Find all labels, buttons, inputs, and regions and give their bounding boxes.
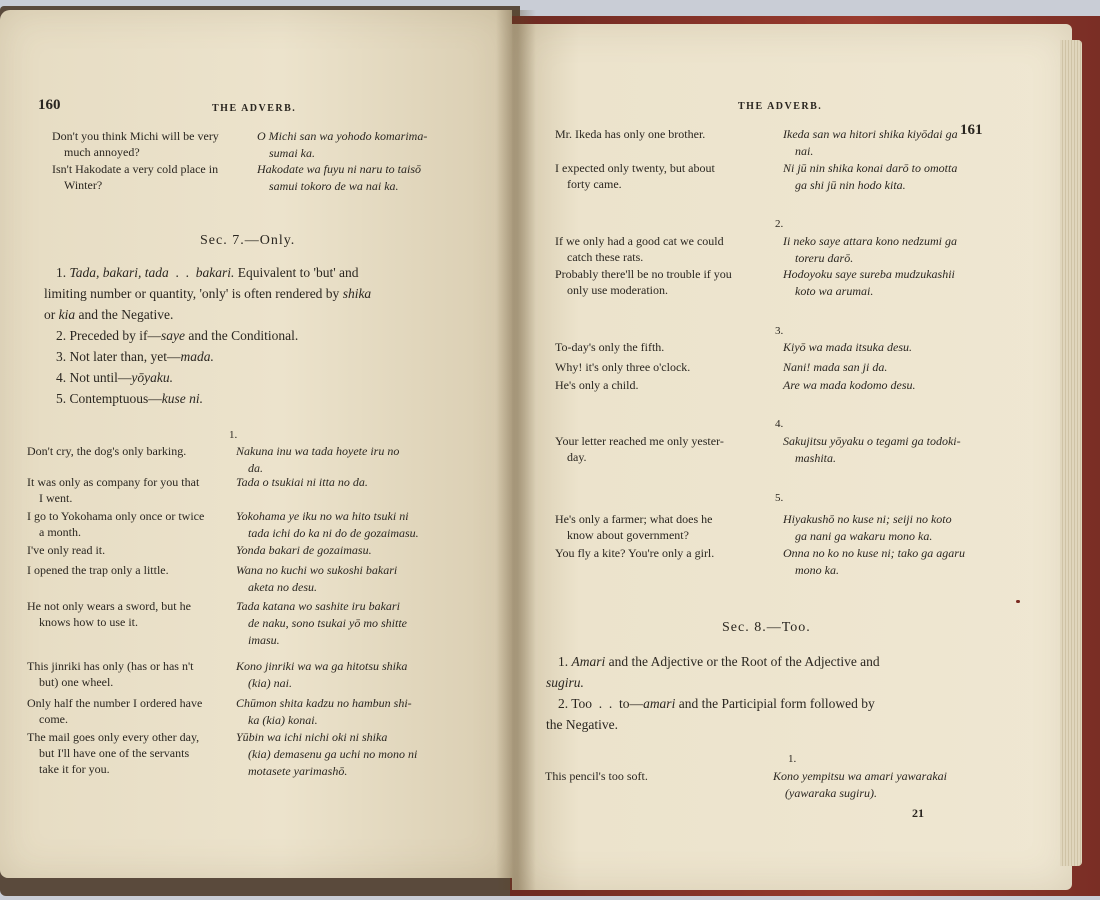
example-english: I went. <box>39 491 73 505</box>
rule: 1. Tada, bakari, tada . . bakari. Equivalent to 'but' and <box>56 265 359 280</box>
example-english: He not only wears a sword, but he <box>27 599 191 613</box>
intro-example-japanese: Hakodate wa fuyu ni naru to taisō <box>257 162 421 176</box>
group-label: 2. <box>775 218 784 230</box>
section-title-left: Sec. 7.—Only. <box>200 233 296 248</box>
example-english: Only half the number I ordered have <box>27 696 203 710</box>
example-english: This pencil's too soft. <box>545 769 648 783</box>
example-japanese: Wana no kuchi wo sukoshi bakari <box>236 563 398 577</box>
example-japanese: Kono jinriki wa wa ga hitotsu shika <box>236 659 408 673</box>
example-japanese: (kia) nai. <box>248 676 292 690</box>
rules-left <box>44 262 371 409</box>
example-japanese: Yonda bakari de gozaimasu. <box>236 543 372 557</box>
example-japanese: Ikeda san wa hitori shika kiyōdai ga <box>783 127 958 141</box>
intro-example-english: Isn't Hakodate a very cold place in <box>52 162 219 176</box>
example-english: come. <box>39 712 68 726</box>
example-japanese: ga shi jū nin hodo kita. <box>795 178 906 192</box>
example-japanese: Tada o tsukiai ni itta no da. <box>236 475 368 489</box>
example-japanese: mono ka. <box>795 563 839 577</box>
example-english: day. <box>567 450 587 464</box>
example-english: He's only a farmer; what does he <box>555 512 713 526</box>
example-japanese: aketa no desu. <box>248 580 317 594</box>
example-english: knows how to use it. <box>39 615 138 629</box>
rule: 2. Preceded by if—saye and the Conditional. <box>56 328 299 343</box>
intro-example-japanese: sumai ka. <box>269 146 315 160</box>
example-english: He's only a child. <box>555 378 639 392</box>
book-gutter <box>496 10 536 890</box>
rule-cont: limiting number or quantity, 'only' is often rendered by shika <box>44 286 372 301</box>
example-japanese: ka (kia) konai. <box>248 713 318 727</box>
example-japanese: Nakuna inu wa tada hoyete iru no <box>236 444 400 458</box>
example-japanese: Ni jū nin shika konai darō to omotta <box>783 161 958 175</box>
group-label: 5. <box>775 492 784 504</box>
example-japanese: Nani! mada san ji da. <box>783 360 888 374</box>
running-head-right: THE ADVERB. <box>738 101 823 112</box>
example-english: To-day's only the fifth. <box>555 340 665 354</box>
group-label: 3. <box>775 325 784 337</box>
group-label: 4. <box>775 418 784 430</box>
example-japanese: Sakujitsu yōyaku o tegami ga todoki- <box>783 434 961 448</box>
example-english: a month. <box>39 525 81 539</box>
example-japanese: Hiyakushō no kuse ni; seiji no koto <box>783 512 952 526</box>
intro-example-japanese: O Michi san wa yohodo komarima- <box>257 129 428 143</box>
example-english: only use moderation. <box>567 283 668 297</box>
signature-mark: 21 <box>912 806 924 820</box>
example-japanese: (kia) demasenu ga uchi no mono ni <box>248 747 418 761</box>
page-edges <box>1060 40 1082 866</box>
example-japanese: Kono yempitsu wa amari yawarakai <box>773 769 947 783</box>
example-japanese: Kiyō wa mada itsuka desu. <box>783 340 912 354</box>
rule: 5. Contemptuous—kuse ni. <box>56 391 204 406</box>
rules-right <box>546 651 880 735</box>
group-label-right: 1. <box>788 753 797 765</box>
example-japanese: Tada katana wo sashite iru bakari <box>236 599 400 613</box>
example-japanese: mashita. <box>795 451 837 465</box>
example-japanese: (yawaraka sugiru). <box>785 786 877 800</box>
example-english: I've only read it. <box>27 543 106 557</box>
example-english: Your letter reached me only yester- <box>555 434 724 448</box>
example-english: I expected only twenty, but about <box>555 161 715 175</box>
example-english: This jinriki has only (has or has n't <box>27 659 194 673</box>
example-japanese: toreru darō. <box>795 251 854 265</box>
example-japanese: tada ichi do ka ni do de gozaimasu. <box>248 526 419 540</box>
group-label-left: 1. <box>229 429 238 441</box>
ink-mark <box>1016 600 1020 603</box>
rule-cont: or kia and the Negative. <box>44 307 174 322</box>
intro-example-english: Winter? <box>64 178 103 192</box>
rule-cont: sugiru. <box>546 675 584 690</box>
example-japanese: de naku, sono tsukai yō mo shitte <box>248 616 407 630</box>
running-head-left: THE ADVERB. <box>212 103 297 114</box>
example-english: but I'll have one of the servants <box>39 746 190 760</box>
page-number-right: 161 <box>960 122 983 138</box>
intro-example-english: Don't you think Michi will be very <box>52 129 219 143</box>
example-japanese: Yūbin wa ichi nichi oki ni shika <box>236 730 388 744</box>
rule: 3. Not later than, yet—mada. <box>56 349 214 364</box>
example-japanese: ga nani ga wakaru mono ka. <box>795 529 933 543</box>
page-number-left: 160 <box>38 97 61 113</box>
example-english: Probably there'll be no trouble if you <box>555 267 732 281</box>
example-english: take it for you. <box>39 762 110 776</box>
example-english: catch these rats. <box>567 250 644 264</box>
example-english: You fly a kite? You're only a girl. <box>555 546 715 560</box>
example-japanese: Yokohama ye iku no wa hito tsuki ni <box>236 509 409 523</box>
example-japanese: Hodoyoku saye sureba mudzukashii <box>783 267 955 281</box>
example-english: know about government? <box>567 528 689 542</box>
example-english: The mail goes only every other day, <box>27 730 200 744</box>
example-english: I go to Yokohama only once or twice <box>27 509 205 523</box>
example-japanese: Are wa mada kodomo desu. <box>783 378 916 392</box>
intro-example-english: much annoyed? <box>64 145 140 159</box>
example-english: It was only as company for you that <box>27 475 200 489</box>
example-english: I opened the trap only a little. <box>27 563 169 577</box>
intro-example-japanese: samui tokoro de wa nai ka. <box>269 179 399 193</box>
rule: 1. Amari and the Adjective or the Root of the Adjective and <box>558 654 880 669</box>
example-japanese: Onna no ko no kuse ni; tako ga agaru <box>783 546 965 560</box>
example-english: Why! it's only three o'clock. <box>555 360 691 374</box>
section-title-right: Sec. 8.—Too. <box>722 620 811 635</box>
example-japanese: Ii neko saye attara kono nedzumi ga <box>783 234 957 248</box>
example-japanese: da. <box>248 461 263 475</box>
example-japanese: koto wa arumai. <box>795 284 874 298</box>
example-japanese: nai. <box>795 144 814 158</box>
example-english: Don't cry, the dog's only barking. <box>27 444 187 458</box>
rule-cont: the Negative. <box>546 717 618 732</box>
rule: 4. Not until—yōyaku. <box>56 370 173 385</box>
example-japanese: imasu. <box>248 633 280 647</box>
example-english: Mr. Ikeda has only one brother. <box>555 127 706 141</box>
example-japanese: Chūmon shita kadzu no hambun shi- <box>236 696 412 710</box>
example-english: but) one wheel. <box>39 675 114 689</box>
example-english: forty came. <box>567 177 622 191</box>
rule: 2. Too . . to—amari and the Participial form followed by <box>558 696 875 711</box>
example-english: If we only had a good cat we could <box>555 234 724 248</box>
example-japanese: motasete yarimashō. <box>248 764 348 778</box>
